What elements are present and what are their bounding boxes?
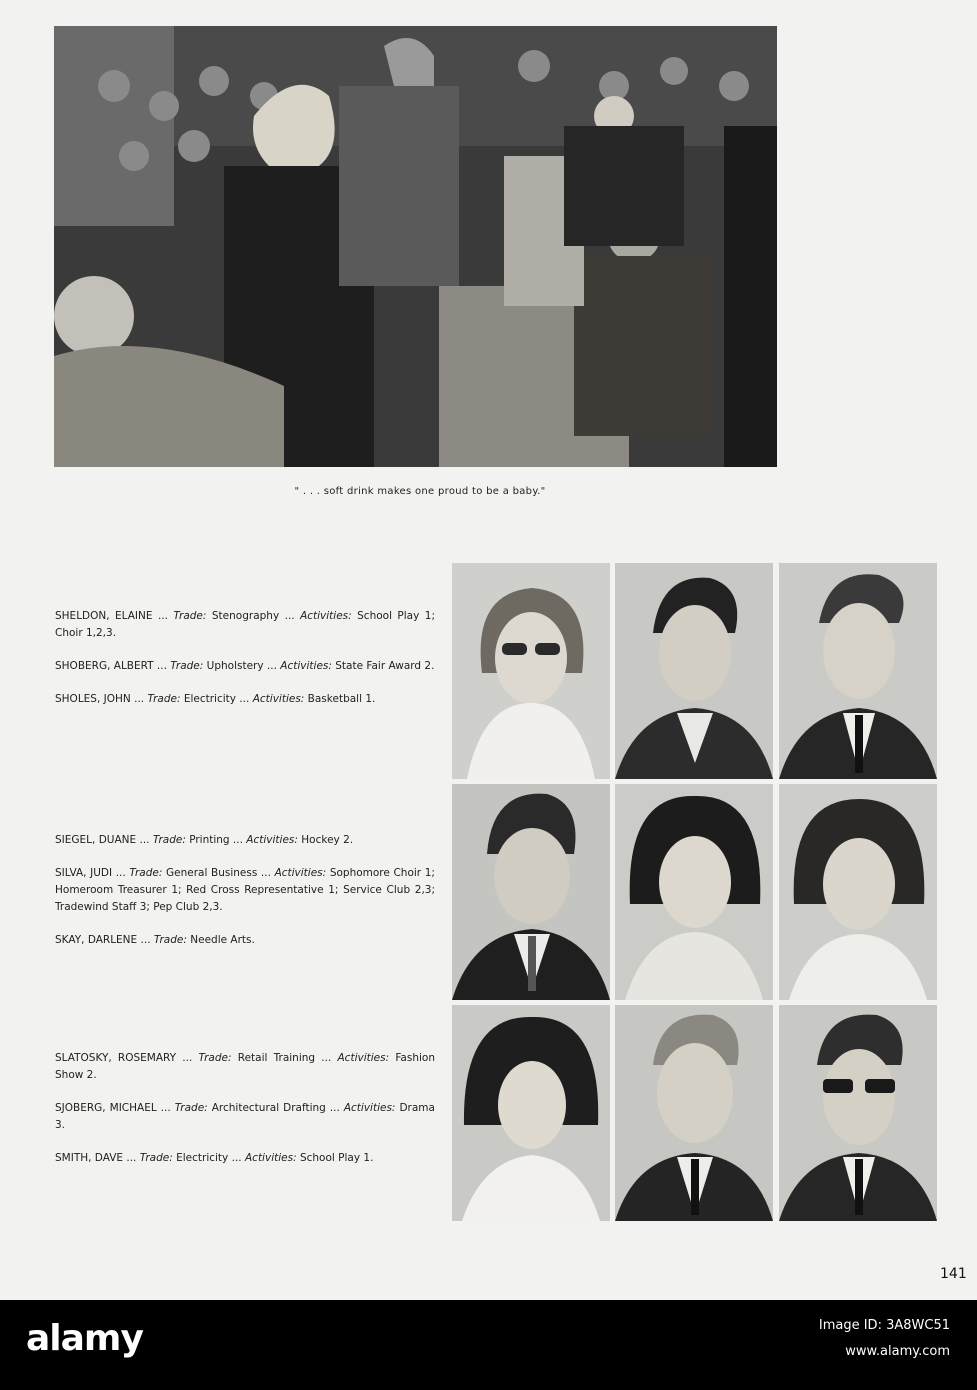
student-trade: Architectural Drafting: [211, 1102, 326, 1114]
portrait-photo: [779, 563, 937, 779]
portrait-photo: [779, 1005, 937, 1221]
student-name: SJOBERG, MICHAEL: [55, 1102, 157, 1114]
student-trade: Electricity: [176, 1152, 229, 1164]
entries-group-2: [55, 832, 435, 965]
student-entry: SHOBERG, ALBERT ... Trade: Upholstery ... Activities: State Fair Award 2.: [55, 660, 435, 672]
student-activities: State Fair Award 2.: [335, 660, 435, 672]
student-name: SIEGEL, DUANE: [55, 834, 137, 846]
student-name: SHOBERG, ALBERT: [55, 660, 154, 672]
student-activities: Hockey 2.: [301, 834, 354, 846]
student-name: SMITH, DAVE: [55, 1152, 124, 1164]
student-entry: SJOBERG, MICHAEL ... Trade: Architectural Drafting ... Activities: Drama 3.: [55, 1102, 435, 1131]
portrait-photo: [452, 784, 610, 1000]
portrait-photo: [615, 1005, 773, 1221]
student-name: SILVA, JUDI: [55, 867, 113, 879]
student-activities: Sophomore Choir 1; Homeroom Treasurer 1; Red Cross Representative 1; Service Club 2,3; Tradewind Staff 3; Pep Club 2,3.: [55, 867, 435, 913]
group-photo: [54, 26, 777, 467]
student-trade: Upholstery: [206, 660, 264, 672]
portrait-photo: [452, 1005, 610, 1221]
entries-group-3: [55, 1050, 435, 1183]
student-activities: School Play 1; Choir 1,2,3.: [55, 610, 435, 639]
student-name: SLATOSKY, ROSEMARY: [55, 1052, 177, 1064]
portrait-photo: [452, 563, 610, 779]
student-entry: SHOLES, JOHN ... Trade: Electricity ... Activities: Basketball 1.: [55, 693, 376, 705]
student-entry: SMITH, DAVE ... Trade: Electricity ... Activities: School Play 1.: [55, 1152, 374, 1164]
portrait-photo: [615, 563, 773, 779]
portrait-photo: [615, 784, 773, 1000]
student-entry: SILVA, JUDI ... Trade: General Business ... Activities: Sophomore Choir 1; Homeroom Treasurer 1; Red Cross Representative 1; Service Club 2,3; Tradewind Staff 3; Pep Club 2,3.: [55, 867, 435, 913]
photo-caption: " . . . soft drink makes one proud to be a baby.": [294, 486, 546, 497]
student-entry: SIEGEL, DUANE ... Trade: Printing ... Activities: Hockey 2.: [55, 834, 354, 846]
image-id: Image ID: 3A8WC51: [818, 1318, 950, 1333]
student-trade: Needle Arts.: [190, 934, 255, 946]
student-activities: Drama 3.: [55, 1102, 435, 1131]
student-trade: Stenography: [211, 610, 280, 622]
student-name: SHOLES, JOHN: [55, 693, 131, 705]
alamy-logo: alamy: [26, 1318, 143, 1359]
student-entry: SHELDON, ELAINE ... Trade: Stenography ... Activities: School Play 1; Choir 1,2,3.: [55, 610, 435, 639]
portrait-photo: [779, 784, 937, 1000]
student-entry: SLATOSKY, ROSEMARY ... Trade: Retail Training ... Activities: Fashion Show 2.: [55, 1052, 435, 1081]
banner-url: www.alamy.com: [845, 1344, 950, 1359]
student-activities: School Play 1.: [299, 1152, 374, 1164]
student-name: SKAY, DARLENE: [55, 934, 138, 946]
entries-group-1: [55, 608, 435, 724]
student-trade: Printing: [189, 834, 230, 846]
page-number: 141: [940, 1266, 967, 1282]
student-trade: Electricity: [183, 693, 236, 705]
student-activities: Fashion Show 2.: [55, 1052, 435, 1081]
student-trade: Retail Training: [237, 1052, 316, 1064]
student-trade: General Business: [165, 867, 258, 879]
student-name: SHELDON, ELAINE: [55, 610, 153, 622]
student-entry: SKAY, DARLENE ... Trade: Needle Arts.: [55, 934, 255, 946]
student-activities: Basketball 1.: [307, 693, 376, 705]
